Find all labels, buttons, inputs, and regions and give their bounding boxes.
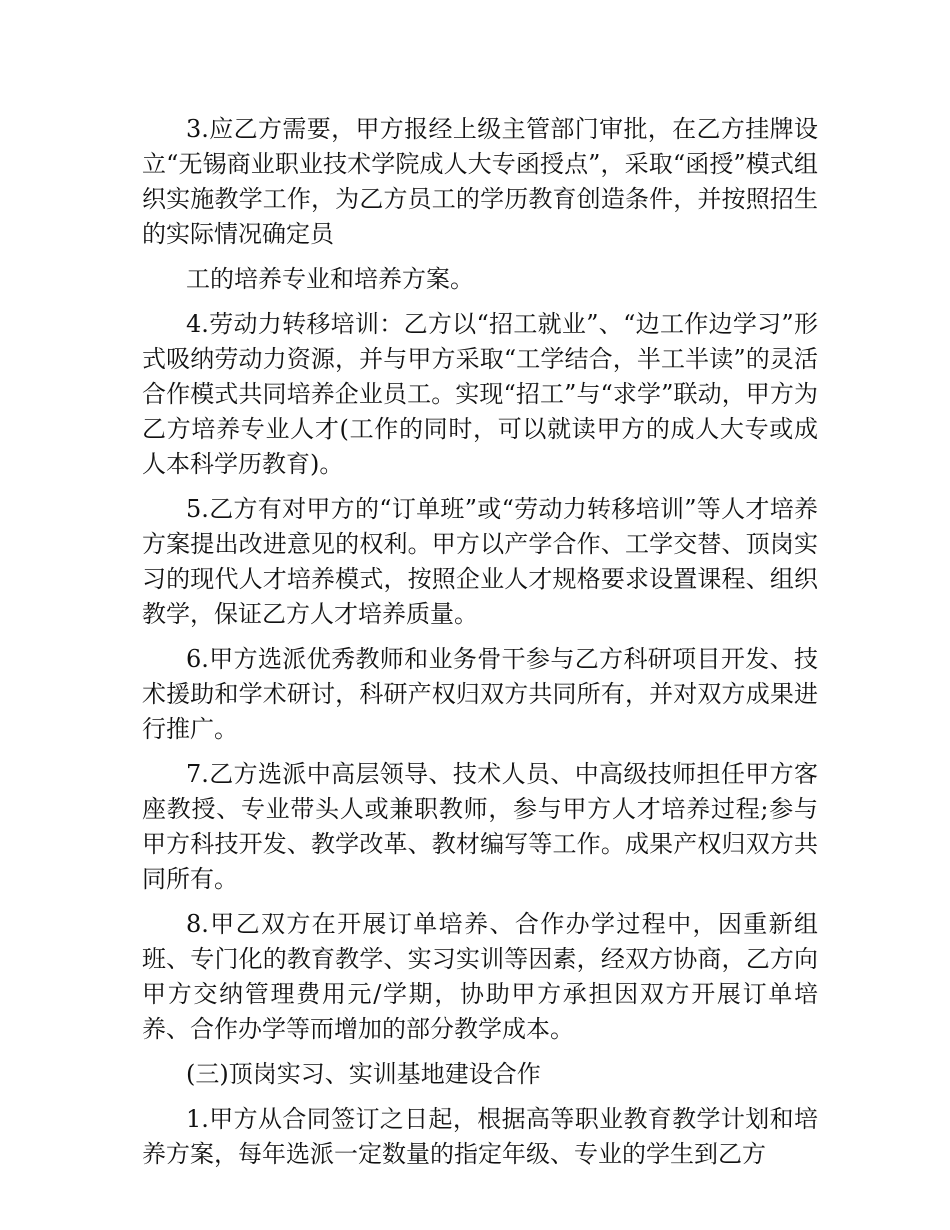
paragraph-item-1-internship: 1.甲方从合同签订之日起，根据高等职业教育教学计划和培养方案，每年选派一定数量的指定年级、专业的学生到乙方 (142, 1105, 818, 1168)
paragraph-item-5-feedback-rights: 5.乙方有对甲方的“订单班”或“劳动力转移培训”等人才培养方案提出改进意见的权利。甲方以产学合作、工学交替、顶岗实习的现代人才培养模式，按照企业人才规格要求设置课程、组织教学，保证乙方人才培养质量。 (142, 495, 818, 628)
paragraph-item-4-labor-transfer: 4.劳动力转移培训：乙方以“招工就业”、“边工作边学习”形式吸纳劳动力资源，并与甲方采取“工学结合，半工半读”的灵活合作模式共同培养企业员工。实现“招工”与“求学”联动，甲方为乙方培养专业人才(工作的同时，可以就读甲方的成人大专或成人本科学历教育)。 (142, 310, 818, 478)
paragraph-item-7-visiting-staff: 7.乙方选派中高层领导、技术人员、中高级技师担任甲方客座教授、专业带头人或兼职教师，参与甲方人才培养过程;参与甲方科技开发、教学改革、教材编写等工作。成果产权归双方共同所有。 (142, 760, 818, 893)
document-body (142, 112, 818, 1172)
paragraph-item-3-branch-site: 3.应乙方需要，甲方报经上级主管部门审批，在乙方挂牌设立“无锡商业职业技术学院成人大专函授点”，采取“函授”模式组织实施教学工作，为乙方员工的学历教育创造条件，并按照招生的实际情况确定员 (142, 115, 818, 248)
paragraph-item-6-research: 6.甲方选派优秀教师和业务骨干参与乙方科研项目开发、技术援助和学术研讨，科研产权归双方共同所有，并对双方成果进行推广。 (142, 645, 818, 743)
section-heading-internship: (三)顶岗实习、实训基地建设合作 (186, 1060, 541, 1088)
paragraph-item-8-management-fee: 8.甲乙双方在开展订单培养、合作办学过程中，因重新组班、专门化的教育教学、实习实训等因素，经双方协商，乙方向甲方交纳管理费用元/学期，协助甲方承担因双方开展订单培养、合作办学等而增加的部分教学成本。 (142, 910, 818, 1043)
paragraph-continuation: 工的培养专业和培养方案。 (186, 265, 474, 293)
